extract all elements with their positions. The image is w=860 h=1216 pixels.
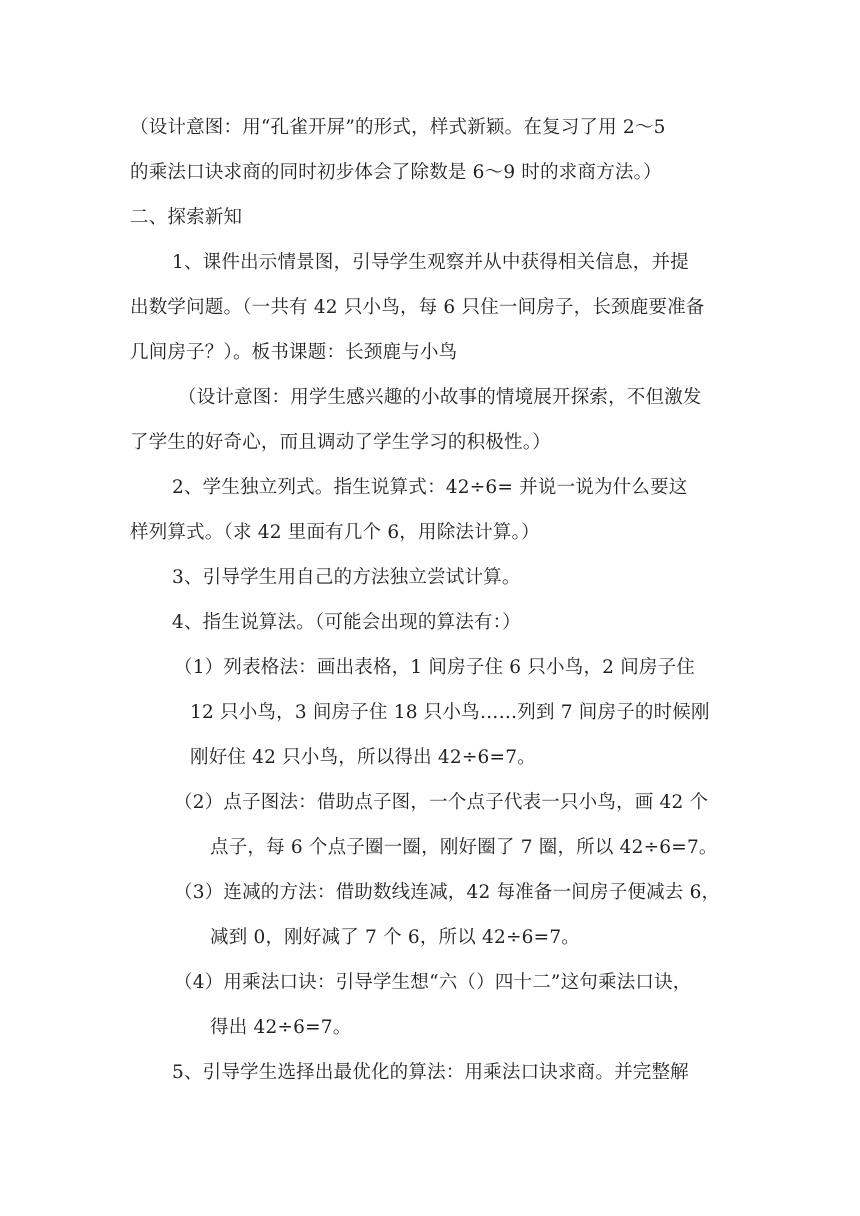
- text-line: 刚好住 42 只小鸟，所以得出 42÷6=7。: [190, 747, 536, 768]
- text-line: 4、指生说算法。（可能会出现的算法有：）: [172, 612, 521, 633]
- text-line: 1、课件出示情景图，引导学生观察并从中获得相关信息，并提: [172, 252, 689, 273]
- text-line: 几间房子？）。板书课题：长颈鹿与小鸟: [130, 342, 458, 363]
- text-line: 得出 42÷6=7。: [210, 1017, 352, 1038]
- text-line: （1）列表格法：画出表格，1 间房子住 6 只小鸟，2 间房子住: [174, 657, 696, 678]
- text-line: （3）连减的方法：借助数线连减，42 每准备一间房子便减去 6，: [174, 882, 721, 903]
- text-line: 2、学生独立列式。指生说算式：42÷6= 并说一说为什么要这: [172, 477, 688, 498]
- text-line: （设计意图：用学生感兴趣的小故事的情境展开探索，不但激发: [178, 387, 702, 408]
- text-line: （设计意图：用“孔雀开屏”的形式，样式新颖。在复习了用 2～5: [130, 117, 666, 138]
- section-heading: 二、探索新知: [130, 207, 243, 228]
- text-line: 3、引导学生用自己的方法独立尝试计算。: [172, 567, 521, 588]
- text-line: 5、引导学生选择出最优化的算法：用乘法口诀求商。并完整解: [172, 1062, 689, 1083]
- text-line: 点子，每 6 个点子圈一圈，刚好圈了 7 圈，所以 42÷6=7。: [210, 837, 718, 858]
- text-line: （2）点子图法：借助点子图，一个点子代表一只小鸟，画 42 个: [174, 792, 709, 813]
- text-line: （4）用乘法口诀：引导学生想“六（）四十二”这句乘法口诀，: [174, 972, 692, 993]
- text-line: 12 只小鸟，3 间房子住 18 只小鸟……列到 7 间房子的时候刚: [190, 702, 710, 723]
- text-line: 出数学问题。（一共有 42 只小鸟，每 6 只住一间房子，长颈鹿要准备: [130, 297, 705, 318]
- text-line: 样列算式。（求 42 里面有几个 6，用除法计算。）: [130, 522, 540, 543]
- text-line: 了学生的好奇心，而且调动了学生学习的积极性。）: [130, 432, 551, 453]
- text-line: 减到 0，刚好减了 7 个 6，所以 42÷6=7。: [210, 927, 580, 948]
- text-line: 的乘法口诀求商的同时初步体会了除数是 6～9 时的求商方法。）: [130, 162, 662, 183]
